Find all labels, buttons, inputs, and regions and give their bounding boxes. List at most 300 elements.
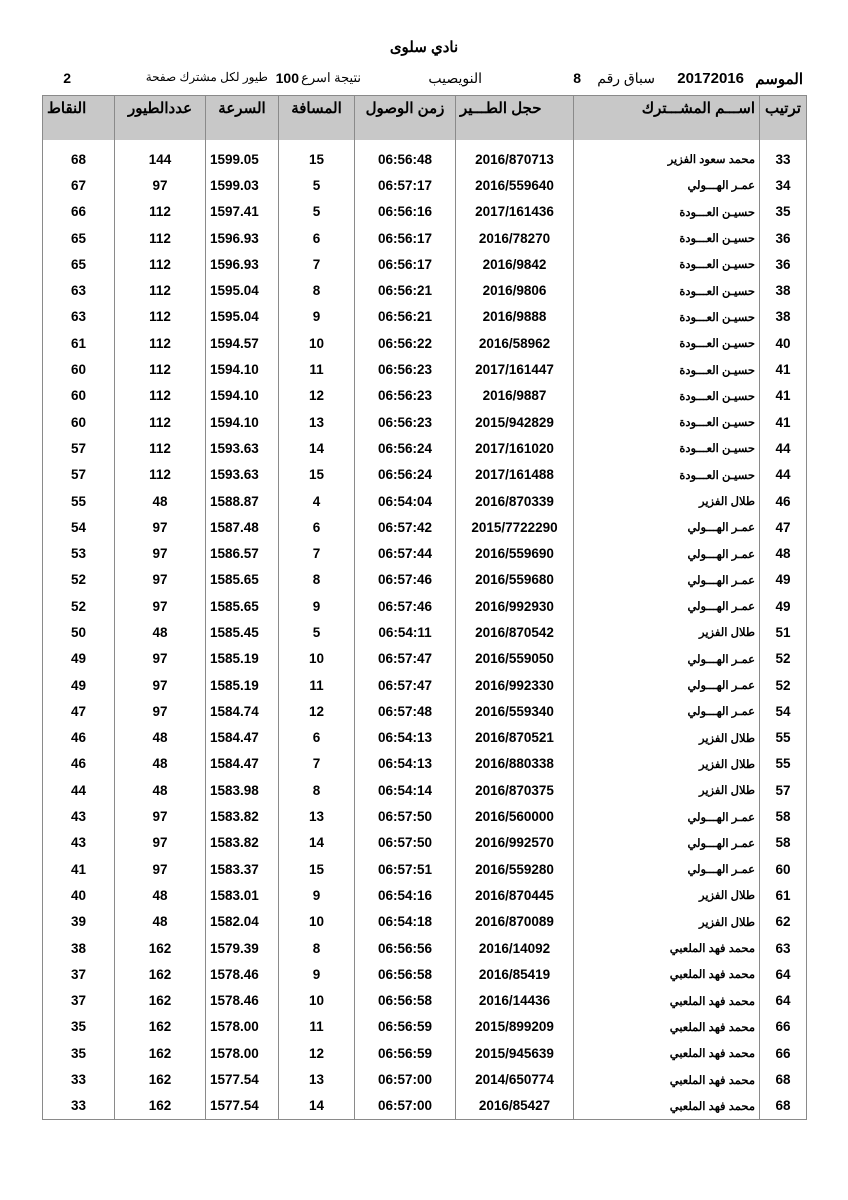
- member-name-cell: محمد فهد الملعبي: [574, 988, 760, 1014]
- table-row: [43, 1066, 807, 1092]
- table-row: [43, 1040, 807, 1066]
- table-row: [43, 140, 807, 172]
- ring-cell: 2017/161447: [456, 356, 574, 382]
- distance-cell: 15: [279, 856, 355, 882]
- ring-cell: 2016/78270: [456, 225, 574, 251]
- rank-cell: 47: [760, 514, 807, 540]
- col-header-speed: السرعة: [206, 96, 279, 141]
- results-body: [43, 140, 807, 1119]
- distance-cell: 5: [279, 199, 355, 225]
- member-name-cell: حسيـن العـــودة: [574, 383, 760, 409]
- ring-cell: 2015/899209: [456, 1014, 574, 1040]
- member-name-cell: عمـر الهـــولي: [574, 567, 760, 593]
- arrival-time-cell: 06:56:59: [355, 1014, 456, 1040]
- arrival-time-cell: 06:54:18: [355, 909, 456, 935]
- rank-cell: 66: [760, 1040, 807, 1066]
- distance-cell: 15: [279, 140, 355, 172]
- points-cell: 63: [43, 304, 115, 330]
- speed-cell: 1582.04: [206, 909, 279, 935]
- rank-cell: 49: [760, 593, 807, 619]
- table-row: [43, 172, 807, 198]
- arrival-time-cell: 06:57:46: [355, 593, 456, 619]
- birds-count-cell: 162: [115, 961, 206, 987]
- table-row: [43, 409, 807, 435]
- points-cell: 68: [43, 140, 115, 172]
- member-name-cell: عمـر الهـــولي: [574, 672, 760, 698]
- speed-cell: 1595.04: [206, 304, 279, 330]
- member-name-cell: حسيـن العـــودة: [574, 330, 760, 356]
- rank-cell: 58: [760, 803, 807, 829]
- distance-cell: 4: [279, 488, 355, 514]
- arrival-time-cell: 06:56:48: [355, 140, 456, 172]
- ring-cell: 2016/992570: [456, 830, 574, 856]
- speed-cell: 1583.37: [206, 856, 279, 882]
- ring-cell: 2016/85427: [456, 1093, 574, 1120]
- distance-cell: 11: [279, 356, 355, 382]
- speed-cell: 1588.87: [206, 488, 279, 514]
- arrival-time-cell: 06:56:59: [355, 1040, 456, 1066]
- per-member-text: طيور لكل مشترك: [179, 70, 268, 84]
- points-cell: 53: [43, 540, 115, 566]
- distance-cell: 9: [279, 882, 355, 908]
- table-row: [43, 383, 807, 409]
- arrival-time-cell: 06:56:58: [355, 961, 456, 987]
- member-name-cell: محمد فهد الملعبي: [574, 1040, 760, 1066]
- ring-cell: 2016/559640: [456, 172, 574, 198]
- distance-cell: 10: [279, 330, 355, 356]
- speed-cell: 1584.74: [206, 698, 279, 724]
- table-row: [43, 935, 807, 961]
- distance-cell: 13: [279, 409, 355, 435]
- points-cell: 44: [43, 777, 115, 803]
- table-row: [43, 304, 807, 330]
- speed-cell: 1596.93: [206, 225, 279, 251]
- speed-cell: 1599.05: [206, 140, 279, 172]
- ring-cell: 2016/559680: [456, 567, 574, 593]
- points-cell: 54: [43, 514, 115, 540]
- speed-cell: 1578.46: [206, 988, 279, 1014]
- table-row: [43, 619, 807, 645]
- ring-cell: 2016/870542: [456, 619, 574, 645]
- arrival-time-cell: 06:57:50: [355, 830, 456, 856]
- arrival-time-cell: 06:57:47: [355, 646, 456, 672]
- birds-count-cell: 97: [115, 514, 206, 540]
- points-cell: 39: [43, 909, 115, 935]
- speed-cell: 1595.04: [206, 277, 279, 303]
- ring-cell: 2016/9888: [456, 304, 574, 330]
- table-row: [43, 777, 807, 803]
- table-row: [43, 356, 807, 382]
- member-name-cell: عمـر الهـــولي: [574, 540, 760, 566]
- rank-cell: 33: [760, 140, 807, 172]
- rank-cell: 58: [760, 830, 807, 856]
- table-row: [43, 330, 807, 356]
- speed-cell: 1584.47: [206, 751, 279, 777]
- table-row: [43, 882, 807, 908]
- member-name-cell: طلال الفزير: [574, 777, 760, 803]
- birds-count-cell: 144: [115, 140, 206, 172]
- arrival-time-cell: 06:57:51: [355, 856, 456, 882]
- birds-count-cell: 112: [115, 356, 206, 382]
- table-row: [43, 593, 807, 619]
- arrival-time-cell: 06:57:50: [355, 803, 456, 829]
- ring-cell: 2015/942829: [456, 409, 574, 435]
- speed-cell: 1597.41: [206, 199, 279, 225]
- speed-cell: 1583.01: [206, 882, 279, 908]
- ring-cell: 2015/945639: [456, 1040, 574, 1066]
- points-cell: 52: [43, 593, 115, 619]
- points-cell: 38: [43, 935, 115, 961]
- distance-cell: 14: [279, 830, 355, 856]
- distance-cell: 10: [279, 646, 355, 672]
- member-name-cell: حسيـن العـــودة: [574, 409, 760, 435]
- points-cell: 47: [43, 698, 115, 724]
- race-location: النويصيب: [428, 70, 482, 86]
- ring-cell: 2016/992930: [456, 593, 574, 619]
- table-row: [43, 725, 807, 751]
- arrival-time-cell: 06:57:46: [355, 567, 456, 593]
- race-number: 8: [573, 70, 581, 86]
- ring-cell: 2014/650774: [456, 1066, 574, 1092]
- rank-cell: 55: [760, 725, 807, 751]
- points-cell: 57: [43, 462, 115, 488]
- table-row: [43, 488, 807, 514]
- page-number: 2: [63, 70, 71, 86]
- birds-count-cell: 162: [115, 1093, 206, 1120]
- birds-count-cell: 112: [115, 225, 206, 251]
- distance-cell: 6: [279, 725, 355, 751]
- birds-count-cell: 162: [115, 1066, 206, 1092]
- rank-cell: 52: [760, 672, 807, 698]
- col-header-member: اســـم المشـــترك: [574, 96, 760, 141]
- points-cell: 55: [43, 488, 115, 514]
- table-row: [43, 961, 807, 987]
- per-member-label: [146, 70, 268, 84]
- arrival-time-cell: 06:56:56: [355, 935, 456, 961]
- birds-count-cell: 162: [115, 1040, 206, 1066]
- rank-cell: 34: [760, 172, 807, 198]
- ring-cell: 2017/161488: [456, 462, 574, 488]
- member-name-cell: محمد سعود الفزير: [574, 140, 760, 172]
- member-name-cell: حسيـن العـــودة: [574, 277, 760, 303]
- distance-cell: 6: [279, 225, 355, 251]
- points-cell: 60: [43, 383, 115, 409]
- points-cell: 65: [43, 251, 115, 277]
- member-name-cell: عمـر الهـــولي: [574, 803, 760, 829]
- rank-cell: 54: [760, 698, 807, 724]
- table-row: [43, 1014, 807, 1040]
- arrival-time-cell: 06:54:16: [355, 882, 456, 908]
- birds-count-cell: 97: [115, 698, 206, 724]
- member-name-cell: محمد فهد الملعبي: [574, 1093, 760, 1120]
- ring-cell: 2016/559690: [456, 540, 574, 566]
- arrival-time-cell: 06:57:00: [355, 1066, 456, 1092]
- points-cell: 43: [43, 830, 115, 856]
- speed-cell: 1585.45: [206, 619, 279, 645]
- ring-cell: 2016/14092: [456, 935, 574, 961]
- rank-cell: 41: [760, 383, 807, 409]
- member-name-cell: حسيـن العـــودة: [574, 304, 760, 330]
- rank-cell: 41: [760, 356, 807, 382]
- ring-cell: 2017/161020: [456, 435, 574, 461]
- distance-cell: 12: [279, 698, 355, 724]
- points-cell: 43: [43, 803, 115, 829]
- points-cell: 41: [43, 856, 115, 882]
- distance-cell: 8: [279, 567, 355, 593]
- table-row: [43, 435, 807, 461]
- birds-count-cell: 112: [115, 277, 206, 303]
- birds-count-cell: 48: [115, 619, 206, 645]
- birds-count-cell: 97: [115, 672, 206, 698]
- ring-cell: 2016/870521: [456, 725, 574, 751]
- ring-cell: 2016/58962: [456, 330, 574, 356]
- points-cell: 49: [43, 646, 115, 672]
- distance-cell: 9: [279, 961, 355, 987]
- ring-cell: 2016/559280: [456, 856, 574, 882]
- points-cell: 33: [43, 1066, 115, 1092]
- rank-cell: 55: [760, 751, 807, 777]
- speed-cell: 1583.82: [206, 803, 279, 829]
- rank-cell: 68: [760, 1066, 807, 1092]
- ring-cell: 2016/870445: [456, 882, 574, 908]
- birds-count-cell: 48: [115, 725, 206, 751]
- birds-count-cell: 97: [115, 646, 206, 672]
- member-name-cell: محمد فهد الملعبي: [574, 961, 760, 987]
- distance-cell: 14: [279, 435, 355, 461]
- race-label: سباق رقم: [597, 70, 655, 86]
- member-name-cell: حسيـن العـــودة: [574, 356, 760, 382]
- distance-cell: 8: [279, 777, 355, 803]
- points-cell: 60: [43, 409, 115, 435]
- speed-cell: 1594.10: [206, 356, 279, 382]
- speed-cell: 1599.03: [206, 172, 279, 198]
- distance-cell: 8: [279, 277, 355, 303]
- arrival-time-cell: 06:56:24: [355, 462, 456, 488]
- distance-cell: 7: [279, 251, 355, 277]
- season-label: الموسم: [755, 71, 803, 88]
- table-row: [43, 909, 807, 935]
- member-name-cell: عمـر الهـــولي: [574, 698, 760, 724]
- birds-count-cell: 97: [115, 172, 206, 198]
- ring-cell: 2016/9887: [456, 383, 574, 409]
- arrival-time-cell: 06:56:22: [355, 330, 456, 356]
- ring-cell: 2016/559340: [456, 698, 574, 724]
- ring-cell: 2016/560000: [456, 803, 574, 829]
- table-row: [43, 540, 807, 566]
- table-row: [43, 856, 807, 882]
- birds-count-cell: 97: [115, 803, 206, 829]
- points-cell: 60: [43, 356, 115, 382]
- birds-count-cell: 162: [115, 988, 206, 1014]
- birds-count-cell: 48: [115, 751, 206, 777]
- table-row: [43, 567, 807, 593]
- rank-cell: 41: [760, 409, 807, 435]
- distance-cell: 11: [279, 1014, 355, 1040]
- table-row: [43, 830, 807, 856]
- table-row: [43, 277, 807, 303]
- birds-count-cell: 112: [115, 199, 206, 225]
- birds-count-cell: 48: [115, 909, 206, 935]
- speed-cell: 1578.00: [206, 1040, 279, 1066]
- speed-cell: 1593.63: [206, 435, 279, 461]
- points-cell: 46: [43, 751, 115, 777]
- speed-cell: 1578.00: [206, 1014, 279, 1040]
- member-name-cell: عمـر الهـــولي: [574, 856, 760, 882]
- points-cell: 37: [43, 961, 115, 987]
- rank-cell: 46: [760, 488, 807, 514]
- arrival-time-cell: 06:56:24: [355, 435, 456, 461]
- birds-count-cell: 112: [115, 409, 206, 435]
- ring-cell: 2016/9842: [456, 251, 574, 277]
- arrival-time-cell: 06:56:23: [355, 356, 456, 382]
- birds-count-cell: 162: [115, 935, 206, 961]
- birds-count: 100: [275, 70, 299, 86]
- col-header-birds: عددالطيور: [115, 96, 206, 141]
- points-cell: 65: [43, 225, 115, 251]
- speed-cell: 1585.19: [206, 672, 279, 698]
- ring-cell: 2017/161436: [456, 199, 574, 225]
- season-value: 20172016: [677, 70, 744, 87]
- speed-cell: 1594.10: [206, 383, 279, 409]
- arrival-time-cell: 06:54:14: [355, 777, 456, 803]
- rank-cell: 48: [760, 540, 807, 566]
- arrival-time-cell: 06:57:00: [355, 1093, 456, 1120]
- distance-cell: 13: [279, 1066, 355, 1092]
- arrival-time-cell: 06:57:44: [355, 540, 456, 566]
- arrival-time-cell: 06:57:42: [355, 514, 456, 540]
- points-cell: 61: [43, 330, 115, 356]
- header-row: [43, 96, 807, 141]
- rank-cell: 49: [760, 567, 807, 593]
- speed-cell: 1596.93: [206, 251, 279, 277]
- rank-cell: 61: [760, 882, 807, 908]
- member-name-cell: عمـر الهـــولي: [574, 593, 760, 619]
- table-row: [43, 1093, 807, 1120]
- table-row: [43, 514, 807, 540]
- points-cell: 49: [43, 672, 115, 698]
- col-header-ring: حجل الطـــير: [456, 96, 574, 141]
- page-label: صفحة: [145, 70, 177, 84]
- rank-cell: 38: [760, 277, 807, 303]
- arrival-time-cell: 06:57:47: [355, 672, 456, 698]
- ring-cell: 2016/880338: [456, 751, 574, 777]
- speed-cell: 1585.65: [206, 567, 279, 593]
- points-cell: 35: [43, 1040, 115, 1066]
- ring-cell: 2016/14436: [456, 988, 574, 1014]
- rank-cell: 38: [760, 304, 807, 330]
- col-header-points: النقاط: [43, 96, 115, 141]
- member-name-cell: محمد فهد الملعبي: [574, 935, 760, 961]
- speed-cell: 1584.47: [206, 725, 279, 751]
- points-cell: 63: [43, 277, 115, 303]
- table-row: [43, 751, 807, 777]
- arrival-time-cell: 06:56:17: [355, 251, 456, 277]
- points-cell: 52: [43, 567, 115, 593]
- birds-count-cell: 112: [115, 251, 206, 277]
- rank-cell: 57: [760, 777, 807, 803]
- rank-cell: 35: [760, 199, 807, 225]
- speed-cell: 1587.48: [206, 514, 279, 540]
- rank-cell: 36: [760, 225, 807, 251]
- speed-cell: 1579.39: [206, 935, 279, 961]
- member-name-cell: طلال الفزير: [574, 488, 760, 514]
- distance-cell: 14: [279, 1093, 355, 1120]
- member-name-cell: عمـر الهـــولي: [574, 830, 760, 856]
- member-name-cell: حسيـن العـــودة: [574, 462, 760, 488]
- birds-count-cell: 112: [115, 462, 206, 488]
- distance-cell: 9: [279, 593, 355, 619]
- birds-count-cell: 48: [115, 882, 206, 908]
- speed-cell: 1577.54: [206, 1093, 279, 1120]
- arrival-time-cell: 06:56:21: [355, 304, 456, 330]
- col-header-rank: ترتيب: [760, 96, 807, 141]
- arrival-time-cell: 06:57:48: [355, 698, 456, 724]
- distance-cell: 12: [279, 1040, 355, 1066]
- arrival-time-cell: 06:56:58: [355, 988, 456, 1014]
- points-cell: 67: [43, 172, 115, 198]
- arrival-time-cell: 06:56:23: [355, 383, 456, 409]
- speed-cell: 1585.19: [206, 646, 279, 672]
- ring-cell: 2016/85419: [456, 961, 574, 987]
- points-cell: 50: [43, 619, 115, 645]
- distance-cell: 5: [279, 619, 355, 645]
- distance-cell: 7: [279, 540, 355, 566]
- speed-cell: 1593.63: [206, 462, 279, 488]
- club-name: نادي سلوى: [389, 39, 459, 56]
- table-row: [43, 988, 807, 1014]
- member-name-cell: طلال الفزير: [574, 725, 760, 751]
- table-row: [43, 672, 807, 698]
- distance-cell: 8: [279, 935, 355, 961]
- member-name-cell: محمد فهد الملعبي: [574, 1014, 760, 1040]
- points-cell: 35: [43, 1014, 115, 1040]
- birds-count-cell: 112: [115, 435, 206, 461]
- points-cell: 57: [43, 435, 115, 461]
- arrival-time-cell: 06:57:17: [355, 172, 456, 198]
- speed-cell: 1577.54: [206, 1066, 279, 1092]
- distance-cell: 7: [279, 751, 355, 777]
- rank-cell: 66: [760, 1014, 807, 1040]
- arrival-time-cell: 06:54:11: [355, 619, 456, 645]
- ring-cell: 2016/870713: [456, 140, 574, 172]
- member-name-cell: طلال الفزير: [574, 619, 760, 645]
- rank-cell: 64: [760, 988, 807, 1014]
- points-cell: 40: [43, 882, 115, 908]
- speed-cell: 1594.57: [206, 330, 279, 356]
- points-cell: 66: [43, 199, 115, 225]
- distance-cell: 6: [279, 514, 355, 540]
- arrival-time-cell: 06:54:13: [355, 725, 456, 751]
- table-row: [43, 698, 807, 724]
- points-cell: 46: [43, 725, 115, 751]
- distance-cell: 13: [279, 803, 355, 829]
- arrival-time-cell: 06:56:16: [355, 199, 456, 225]
- table-row: [43, 646, 807, 672]
- distance-cell: 11: [279, 672, 355, 698]
- birds-count-cell: 162: [115, 1014, 206, 1040]
- member-name-cell: عمـر الهـــولي: [574, 172, 760, 198]
- member-name-cell: حسيـن العـــودة: [574, 199, 760, 225]
- arrival-time-cell: 06:56:17: [355, 225, 456, 251]
- birds-count-cell: 97: [115, 540, 206, 566]
- result-label: نتيجة اسرع: [301, 70, 361, 85]
- speed-cell: 1594.10: [206, 409, 279, 435]
- ring-cell: 2015/7722290: [456, 514, 574, 540]
- birds-count-cell: 97: [115, 830, 206, 856]
- distance-cell: 15: [279, 462, 355, 488]
- ring-cell: 2016/559050: [456, 646, 574, 672]
- member-name-cell: عمـر الهـــولي: [574, 646, 760, 672]
